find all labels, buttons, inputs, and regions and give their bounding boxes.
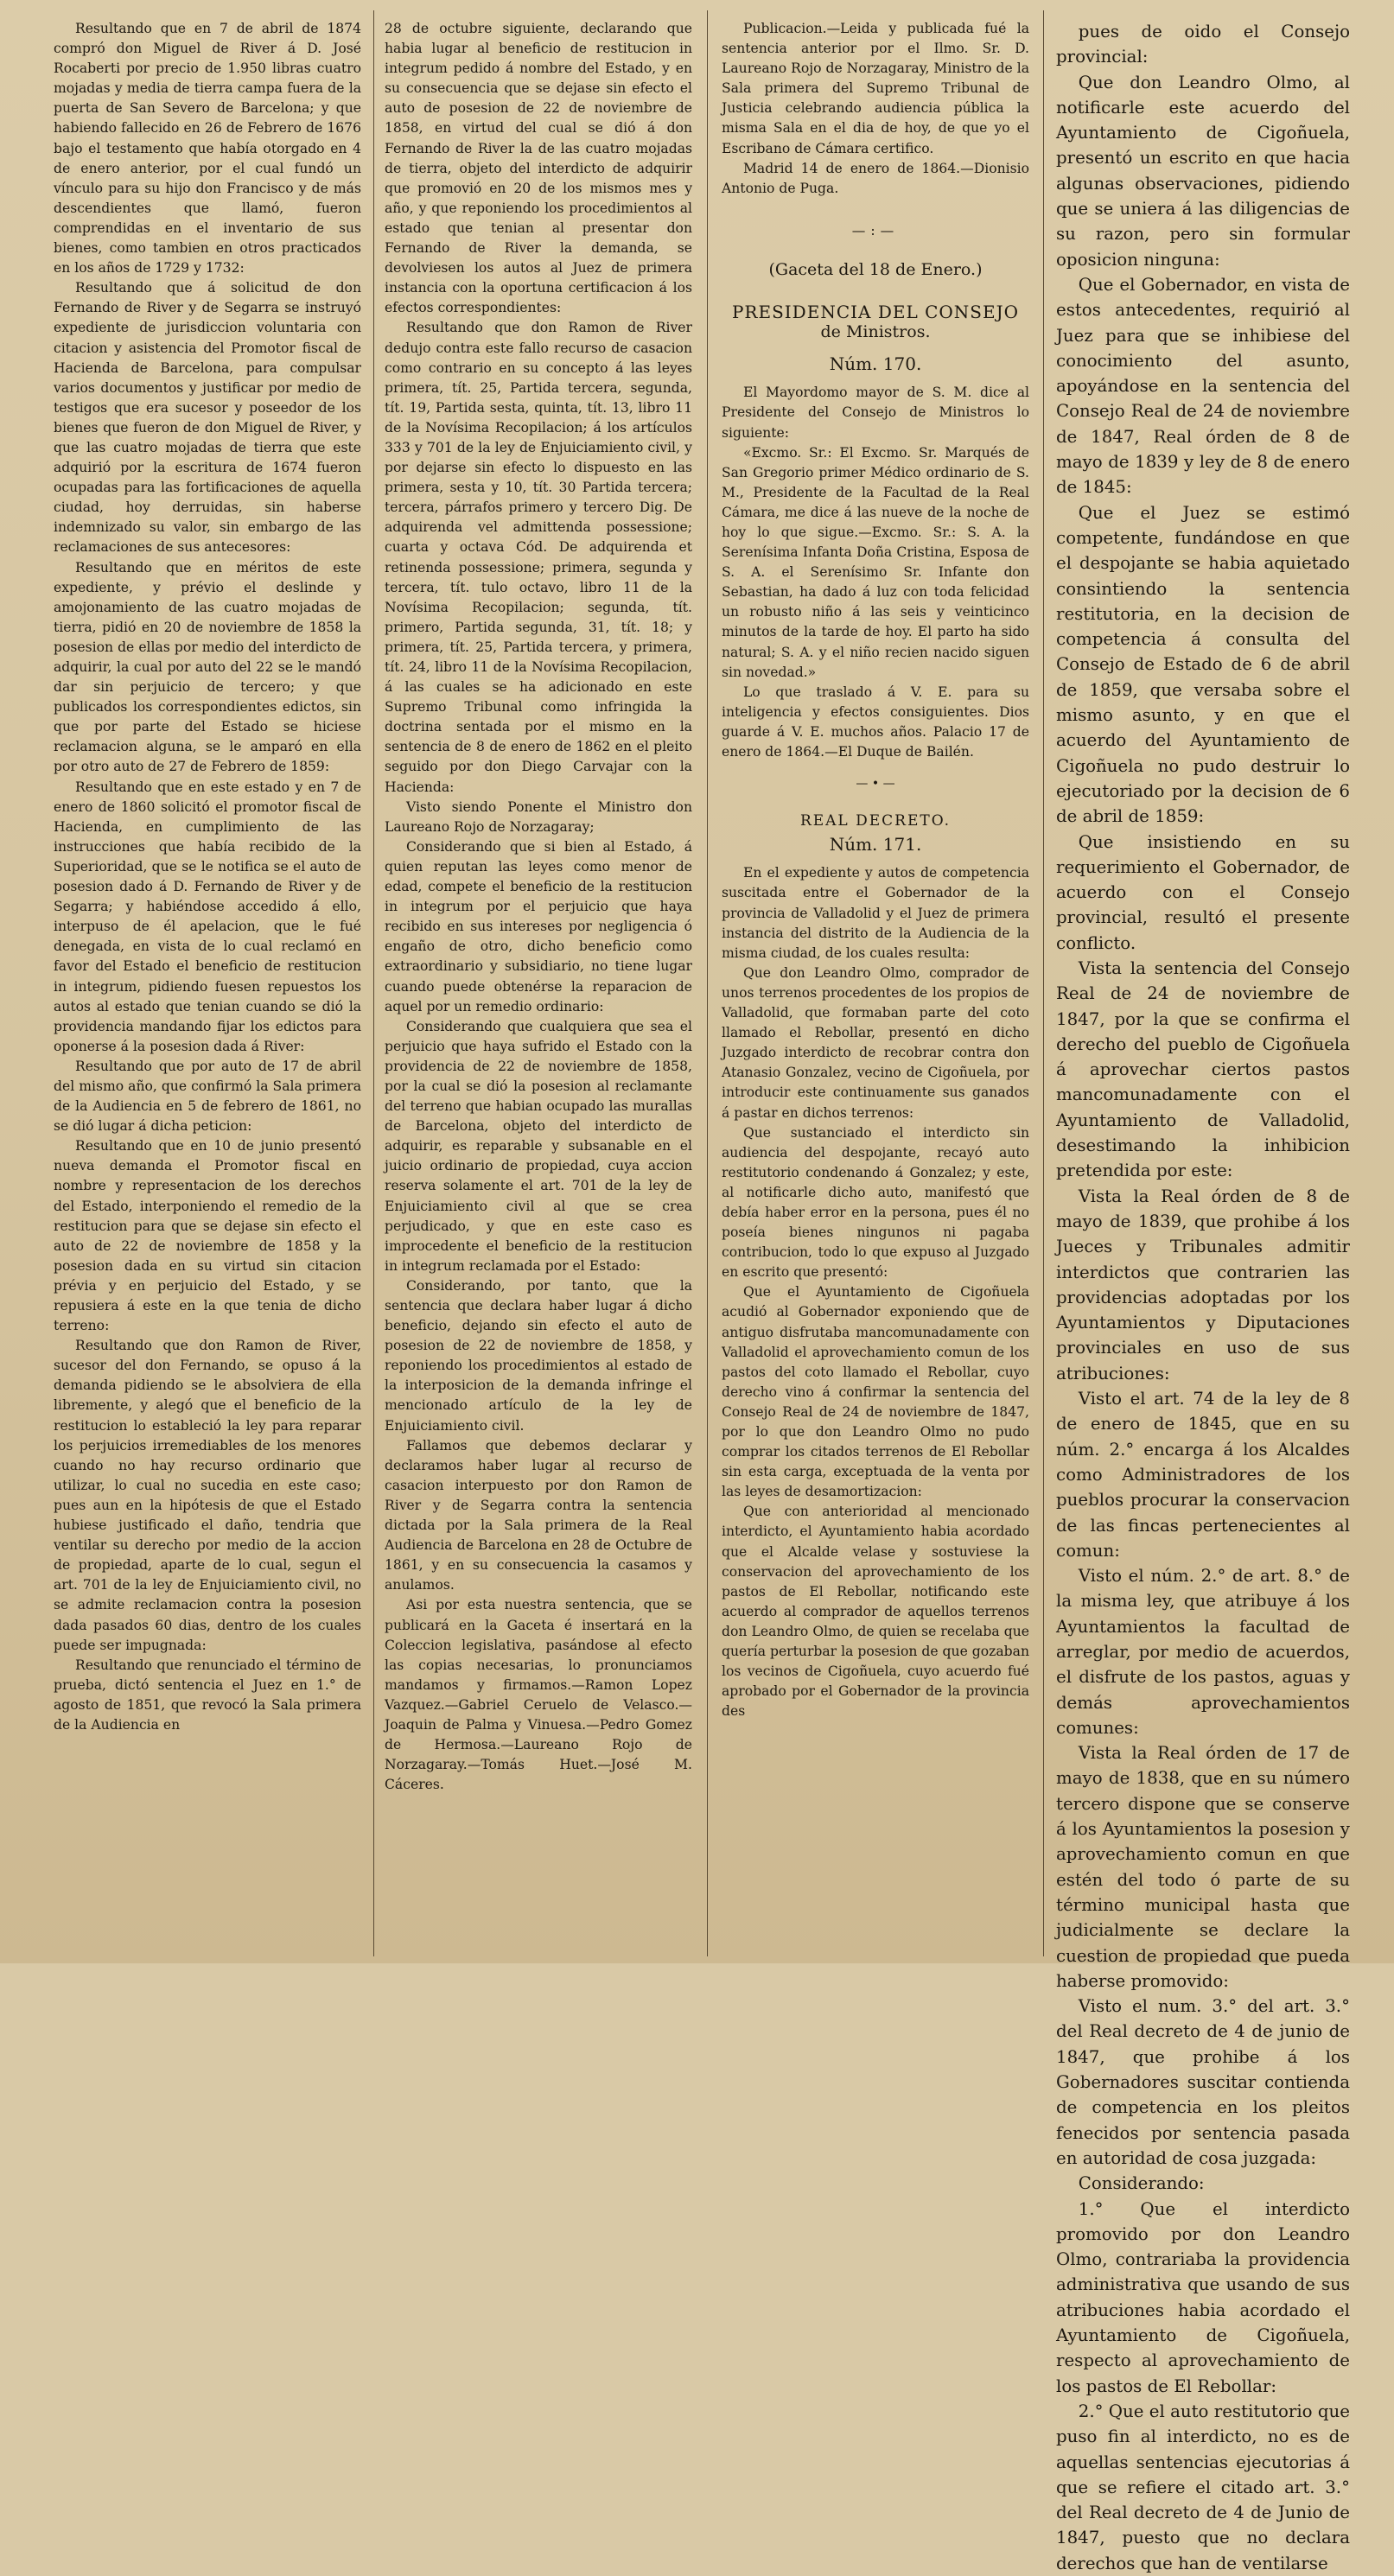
paragraph: Que insistiendo en su requerimiento el Gobernador, de acuerdo con el Consejo provincial, resultó el presente conflicto.: [1056, 831, 1350, 953]
paragraph: Resultando que en 10 de junio presentó nueva demanda el Promotor fiscal en nombre y representacion de los derechos del Estado, interponiendo el remedio de la restitucion para que se dejase sin efecto el auto de 22 de noviembre de 1858 y la posesion dada en su virtud sin citacion prévia y en perjuicio del Estado, y se repusiera á este en la que tenia de dicho terreno:: [54, 1138, 361, 1334]
paragraph: Visto el num. 3.° del art. 3.° del Real decreto de 4 de junio de 1847, que prohibe á los Gobernadores suscitar contienda de competencia en los pleitos fenecidos por sentencia pasada en autoridad de cosa juzgada:: [1056, 1996, 1350, 2168]
paragraph: Que sustanciado el interdicto sin audiencia del despojante, recayó auto restitutorio condenando á Gonzalez; y este, al notificarle dicho auto, manifestó que debía haber error en la persona, pues él no poseía bienes ningunos ni pagaba contribucion, todo lo que expuso al Juzgado en escrito que presentó:: [722, 1124, 1029, 1281]
paragraph: Que el Juez se estimó competente, fundándose en que el despojante se habia aquietado consintiendo la sentencia restitutoria, en la decision de competencia á consulta del Consejo de Estado de 6 de abril de 1859, que versaba sobre el mismo asunto, y en que el acuerdo del Ayuntamiento de Cigoñuela no pudo destruir lo ejecutoriado por la decision de 6 de abril de 1859:: [1056, 502, 1350, 827]
column-rule: [373, 10, 374, 1956]
paragraph: Que don Leandro Olmo, al notificarle este acuerdo del Ayuntamiento de Cigoñuela, presentó un escrito en que hacia algunas observaciones, pidiendo que se uniera á las diligencias de su razon, pero sin formular oposicion ninguna:: [1056, 72, 1350, 270]
column-rule: [1043, 10, 1044, 1956]
column-3: [722, 19, 1029, 1955]
paragraph: Madrid 14 de enero de 1864.—Dionisio Antonio de Puga.: [722, 160, 1029, 196]
paragraph: Resultando que don Ramon de River, sucesor del don Fernando, se opuso á la demanda pidiendo se le absolviera de ella libremente, y alegó que el beneficio de la restitucion lo estableció la ley para reparar los perjuicios irremediables de los menores cuando no hay recurso ordinario que utilizar, lo cual no sucedia en este caso; pues aun en la hipótesis de que el Estado hubiese justificado el daño, tendria que ventilar su derecho por medio de la accion de propiedad, aparte de lo cual, segun el art. 701 de la ley de Enjuiciamiento civil, no se admite reclamacion contra la posesion dada pasados 60 dias, dentro de los cuales puede ser impugnada:: [54, 1338, 361, 1653]
paragraph: Publicacion.—Leida y publicada fué la sentencia anterior por el Ilmo. Sr. D. Laureano Rojo de Norzagaray, Ministro de la Sala primera del Supremo Tribunal de Justicia celebrando audiencia pública la misma Sala en el dia de hoy, de que yo el Escribano de Cámara certifico.: [722, 21, 1029, 156]
separator: —:—: [851, 222, 900, 239]
paragraph: Visto siendo Ponente el Ministro don Laureano Rojo de Norzagaray;: [385, 798, 692, 835]
section-title: PRESIDENCIA DEL CONSEJO: [731, 302, 1020, 323]
paragraph: Visto el art. 74 de la ley de 8 de enero de 1845, que en su núm. 2.° encarga á los Alcaldes como Administradores de los pueblos procurar la conservacion de las fincas pertenecientes al comun:: [1056, 1389, 1350, 1561]
paragraph: Considerando:: [1078, 2173, 1205, 2194]
paragraph: 2.° Que el auto restitutorio que puso fin al interdicto, no es de aquellas sentencias ejecutorias á que se refiere el citado art. 3.° del Real decreto de 4 de Junio de 1847, puesto que no declara derechos que han de ventilarse: [1056, 2401, 1350, 2573]
paragraph: Que el Gobernador, en vista de estos antecedentes, requirió al Juez para que se inhibiese del conocimiento del asunto, apoyándose en la sentencia del Consejo Real de 24 de noviembre de 1847, Real órden de 8 de mayo de 1839 y ley de 8 de enero de 1845:: [1056, 274, 1350, 498]
paragraph: Vista la sentencia del Consejo Real de 24 de noviembre de 1847, por la que se confirma el derecho del pueblo de Cigoñuela á aprovechar ciertos pastos mancomunadamente con el Ayuntamiento de Valladolid, desestimando la inhibicion pretendida por este:: [1056, 957, 1350, 1181]
paragraph: Que don Leandro Olmo, comprador de unos terrenos procedentes de los propios de Valladolid, que formaban parte del coto llamado el Rebollar, presentó en dicho Juzgado interdicto de recobrar contra don Atanasio Gonzalez, vecino de Cigoñuela, por introducir este continuamente sus ganados á pastar en dichos terrenos:: [722, 964, 1029, 1121]
paragraph: Resultando que don Ramon de River dedujo contra este fallo recurso de casacion como contrario en su concepto á las leyes primera, tít. 25, Partida tercera, segunda, tít. 19, Partida sesta, quinta, tít. 13, libro 11 de la Novísima Recopilacion; á los artículos 333 y 701 de la ley de Enjuiciamiento civil, y por dejarse sin efecto lo dispuesto en las primera, sesta y 10, tít. 30 Partida tercera; tercera, párrafos primero y tercero Dig. De adquirenda vel admittenda possessione; cuarta y octava Cód. De adquirenda et retinenda possessione; primera, segunda y tercera, tít. tulo octavo, libro 11 de la Novísima Recopilacion; segunda, tít. primero, Partida segunda, 31, tít. 18; y primera, tít. 25, Partida tercera, y primera, tít. 24, libro 11 de la Novísima Recopilacion, á las cuales se ha adicionado en este Supremo Tribunal como infringida la doctrina sentada por el mismo en la sentencia de 8 de enero de 1862 en el pleito seguido por don Diego Carvajar con la Hacienda:: [385, 320, 692, 795]
column-rule: [707, 10, 708, 1956]
paragraph: Resultando que á solicitud de don Fernando de River y de Segarra se instruyó expediente de jurisdiccion voluntaria con citacion y asistencia del Promotor fiscal de Hacienda de Barcelona, para compulsar varios documentos y justificar por medio de testigos que era sucesor y poseedor de los bienes que fueron de don Miguel de River, y que las cuatro mojadas de tierra que este adquirió por la escritura de 1674 fueron ocupadas para las fortificaciones de aquella ciudad, hoy derruidas, sin haberse indemnizado su valor, sin embargo de las reclamaciones de sus antecesores:: [54, 280, 361, 556]
paragraph: Vista la Real órden de 17 de mayo de 1838, que en su número tercero dispone que se conserve á los Ayuntamientos la posesion y aprovechamiento comun en que estén del todo ó parte de su término municipal hasta que judicialmente se declare la cuestion de propiedad que pueda haberse promovido:: [1056, 1743, 1350, 1991]
item-number: Núm. 170.: [829, 353, 922, 375]
decree-title: REAL DECRETO.: [799, 812, 952, 830]
paragraph: Que el Ayuntamiento de Cigoñuela acudió al Gobernador exponiendo que de antiguo disfrutaba mancomunadamente con Valladolid el aprovechamiento comun de los pastos del coto llamado el Rebollar, cuyo derecho vino á confirmar la sentencia del Consejo Real de 24 de noviembre de 1847, por lo que don Leandro Olmo no pudo comprar los citados terrenos de El Rebollar sin esta carga, exceptuada de la venta por las leyes de desamortizacion:: [722, 1284, 1029, 1500]
paragraph: Que con anterioridad al mencionado interdicto, el Ayuntamiento habia acordado que el Alcalde velase y sostuviese la conservacion del aprovechamiento de los pastos de El Rebollar, notificando este acuerdo al comprador de aquellos terrenos don Leandro Olmo, de quien se recelaba que quería perturbar la posesion de que gozaban los vecinos de Cigoñuela, cuyo acuerdo fué aprobado por el Gobernador de la provincia des: [722, 1504, 1029, 1720]
paragraph: Lo que traslado á V. E. para su inteligencia y efectos consiguientes. Dios guarde á V. E. muchos años. Palacio 17 de enero de 1864.—El Duque de Bailén.: [722, 684, 1029, 760]
column-2: [385, 19, 692, 1955]
paragraph: Visto el núm. 2.° de art. 8.° de la misma ley, que atribuye á los Ayuntamientos la facultad de arreglar, por medio de acuerdos, el disfrute de los pastos, aguas y demás aprovechamientos comunes:: [1056, 1566, 1350, 1738]
paragraph: Resultando que en 7 de abril de 1874 compró don Miguel de River á D. José Rocaberti por precio de 1.950 libras cuatro mojadas y media de tierra campa fuera de la puerta de San Severo de Barcelona; y que habiendo fallecido en 26 de Febrero de 1676 bajo el testamento que había otorgado en 4 de enero anterior, por el cual fundó un vínculo para su hijo don Francisco y de más descendientes que llamó, fueron comprendidas en el inventario de sus bienes, como tambien en otros practicados en los años de 1729 y 1732:: [54, 21, 361, 277]
paragraph: Considerando que cualquiera que sea el perjuicio que haya sufrido el Estado con la providencia de 22 de noviembre de 1858, por la cual se dió la posesion al reclamante del terreno que habian ocupado las murallas de Barcelona, objeto del interdicto de adquirir, es reparable y subsanable en el juicio ordinario de propiedad, cuya accion reserva solamente el art. 701 de la ley de Enjuiciamiento civil al que se crea perjudicado, y que en este caso es improcedente el beneficio de la restitucion in integrum reclamada por el Estado:: [385, 1018, 692, 1274]
paragraph: pues de oido el Consejo provincial:: [1056, 22, 1350, 67]
ornament-divider: — • —: [856, 777, 895, 792]
paragraph: Considerando, por tanto, que la sentencia que declara haber lugar á dicho beneficio, dejando sin efecto el auto de posesion de 22 de noviembre de 1858, y reponiendo los procedimientos al estado de la interposicion de la demanda infringe el mencionado artículo de la ley de Enjuiciamiento civil.: [385, 1277, 692, 1434]
paragraph: Resultando que en este estado y en 7 de enero de 1860 solicitó el promotor fiscal de Hacienda, en cumplimiento de las instrucciones que había recibido de la Superioridad, que se le notifica se el auto de posesion dado á D. Fernando de River y de Segarra; y habiéndose accedido á ello, interpuso de él apelacion, que le fué denegada, en vista de lo cual reclamó en favor del Estado el beneficio de restitucion in integrum, pidiendo fuesen repuestos los autos al estado que tenian cuando se dió la providencia mandando fijar los edictos para oponerse á la posesion dada á River:: [54, 779, 361, 1054]
paragraph: 1.° Que el interdicto promovido por don Leandro Olmo, contrariaba la providencia administrativa que usando de sus atribuciones habia acordado el Ayuntamiento de Cigoñuela, respecto al aprovechamiento de los pastos de El Rebollar:: [1056, 2198, 1350, 2396]
item-number: Núm. 171.: [829, 834, 922, 855]
column-1: [54, 19, 361, 1955]
section-subtitle: de Ministros.: [820, 322, 931, 342]
paragraph: El Mayordomo mayor de S. M. dice al Presidente del Consejo de Ministros lo siguiente:: [722, 385, 1029, 441]
paragraph: Resultando que renunciado el término de prueba, dictó sentencia el Juez en 1.° de agosto de 1851, que revocó la Sala primera de la Audiencia en: [54, 1657, 361, 1733]
paragraph: Fallamos que debemos declarar y declaramos haber lugar al recurso de casacion interpuesto por don Ramon de River y de Segarra contra la sentencia dictada por la Sala primera de la Real Audiencia de Barcelona en 28 de Octubre de 1861, y en su consecuencia la casamos y anulamos.: [385, 1437, 692, 1593]
paragraph: 28 de octubre siguiente, declarando que habia lugar al beneficio de restitucion in integrum pedido á nombre del Estado, y en su consecuencia que se dejase sin efecto el auto de posesion de 22 de noviembre de 1858, en virtud del cual se dió á don Fernando de River la de las cuatro mojadas de tierra, objeto del interdicto de adquirir que promovió en 20 de los mismos mes y año, y que reponiendo los procedimientos al estado que tenian al presentar don Fernando de River la demanda, se devolviesen los autos al Juez de primera instancia con la oportuna certificacion á los efectos correspondientes:: [385, 21, 692, 316]
paragraph: Considerando que si bien al Estado, á quien reputan las leyes como menor de edad, compete el beneficio de la restitucion in integrum por el perjuicio que haya recibido en sus intereses por negligencia ó engaño de otro, dicho beneficio como extraordinario y subsidiario, no tiene lugar cuando puede obtenérse la reparacion de aquel por un remedio ordinario:: [385, 838, 692, 1014]
paragraph: Vista la Real órden de 8 de mayo de 1839, que prohibe á los Jueces y Tribunales admitir interdictos que contrarien las providencias adoptadas por los Ayuntamientos y Diputaciones provinciales en uso de sus atribuciones:: [1056, 1186, 1350, 1383]
paragraph: En el expediente y autos de competencia suscitada entre el Gobernador de la provincia de Valladolid y el Juez de primera instancia del distrito de la Audiencia de la misma ciudad, de los cuales resulta:: [722, 865, 1029, 961]
paragraph: Resultando que en méritos de este expediente, y prévio el deslinde y amojonamiento de las cuatro mojadas de tierra, pidió en 20 de noviembre de 1858 la posesion de ellas por medio del interdicto de adquirir, la cual por auto del 22 se le mandó dar sin perjuicio de tercero; y que publicados los correspondientes edictos, sin que por parte del Estado se hiciese reclamacion alguna, se le amparó en ella por otro auto de 27 de Febrero de 1859:: [54, 559, 361, 775]
paragraph: «Excmo. Sr.: El Excmo. Sr. Marqués de San Gregorio primer Médico ordinario de S. M., Presidente de la Facultad de la Real Cámara, me dice á las nueve de la noche de hoy lo que sigue.—Excmo. Sr.: S. A. la Serenísima Infanta Doña Cristina, Esposa de S. A. el Serenísimo Sr. Infante don Sebastian, ha dado á luz con toda felicidad un robusto niño á las seis y veinticinco minutos de la tarde de hoy. El parto ha sido natural; S. A. y el niño recien nacido siguen sin novedad.»: [722, 444, 1029, 680]
paragraph: Asi por esta nuestra sentencia, que se publicará en la Gaceta é insertará en la Coleccion legislativa, pasándose al efecto las copias necesarias, lo pronunciamos mandamos y firmamos.—Ramon Lopez Vazquez.—Gabriel Ceruelo de Velasco.—Joaquin de Palma y Vinuesa.—Pedro Gomez de Hermosa.—Laureano Rojo de Norzagaray.—Tomás Huet.—José M. Cáceres.: [385, 1597, 692, 1793]
paragraph: Resultando que por auto de 17 de abril del mismo año, que confirmó la Sala primera de la Audiencia en 5 de febrero de 1861, no se dió lugar á dicha peticion:: [54, 1058, 361, 1135]
column-4: [1056, 19, 1350, 2573]
gazette-note: (Gaceta del 18 de Enero.): [768, 259, 983, 279]
